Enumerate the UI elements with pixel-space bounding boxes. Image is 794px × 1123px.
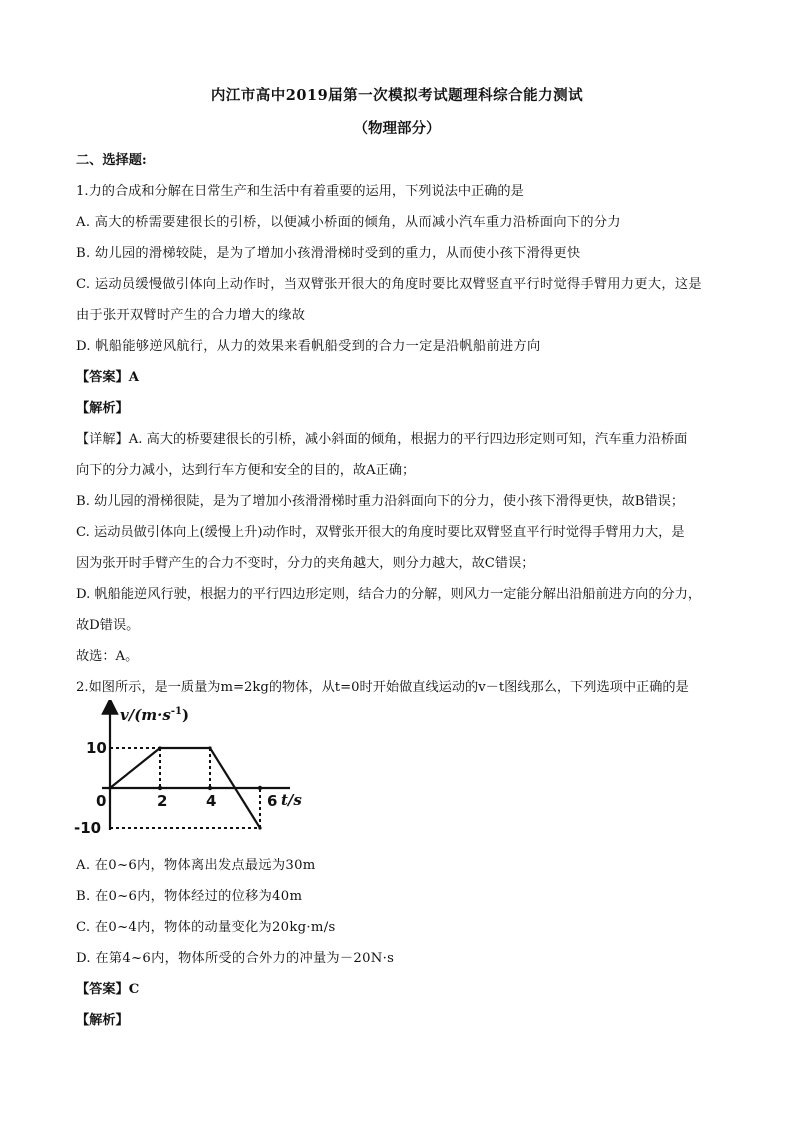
q1-detail-line1: 【详解】A. 高大的桥要建很长的引桥，减小斜面的倾角，根据力的平行四边形定则可知，汽车重力沿桥面 [76, 432, 688, 447]
q1-detail-line7: 故D错误。 [76, 618, 140, 633]
q1-option-c-line1: C. 运动员缓慢做引体向上动作时，当双臂张开很大的角度时要比双臂竖直平行时觉得手臂用力更大，这是 [76, 277, 702, 292]
q2-option-c: C. 在0~4内，物体的动量变化为20kg·m/s [76, 920, 336, 935]
q2-stem: 2.如图所示，是一质量为m=2kg的物体，从t=0时开始做直线运动的v－t图线那么，下列选项中正确的是 [76, 680, 689, 695]
page-subtitle: （物理部分） [353, 120, 441, 137]
x-axis-label: t/s [281, 791, 302, 809]
q2-answer: 【答案】C [76, 982, 140, 997]
tick-label-y-10: 10 [86, 739, 107, 757]
tick-label-y-neg10: -10 [74, 819, 102, 837]
section-heading: 二、选择题: [76, 153, 147, 168]
vt-point-2 [208, 746, 211, 749]
tick-label-x-2: 2 [157, 792, 168, 810]
tick-label-x-4: 4 [206, 792, 217, 810]
q1-detail-line3: B. 幼儿园的滑梯很陡，是为了增加小孩滑滑梯时重力沿斜面向下的分力，使小孩下滑得更快，故B错误； [76, 494, 685, 509]
x-tick-2 [158, 786, 162, 790]
vt-point-1 [158, 746, 161, 749]
tick-label-origin: 0 [96, 792, 107, 810]
q1-detail-line2: 向下的分力减小，达到行车方便和安全的目的，故A正确； [76, 463, 416, 478]
q1-option-a: A. 高大的桥需要建很长的引桥，以便减小桥面的倾角，从而减小汽车重力沿桥面向下的分力 [76, 215, 621, 230]
q1-option-b: B. 幼儿园的滑梯较陡，是为了增加小孩滑滑梯时受到的重力，从而使小孩下滑得更快 [76, 246, 581, 261]
q1-option-c-line2: 由于张开双臂时产生的合力增大的缘故 [76, 308, 306, 323]
q1-option-d: D. 帆船能够逆风航行，从力的效果来看帆船受到的合力一定是沿帆船前进方向 [76, 339, 541, 354]
q1-conclusion: 故选：A。 [76, 649, 139, 664]
q1-detail-line4: C. 运动员做引体向上(缓慢上升)动作时，双臂张开很大的角度时要比双臂竖直平行时觉得手臂用力大，是 [76, 525, 685, 540]
tick-label-x-6: 6 [267, 792, 278, 810]
y-axis-label: $v/(m\cdot s^{-1})$ [120, 706, 190, 724]
q2-option-b: B. 在0~6内，物体经过的位移为40m [76, 889, 303, 904]
q2-analysis-heading: 【解析】 [76, 1013, 129, 1028]
q1-stem: 1.力的合成和分解在日常生产和生活中有着重要的运用，下列说法中正确的是 [76, 184, 524, 199]
q2-option-a: A. 在0~6内，物体离出发点最远为30m [76, 858, 316, 873]
q1-answer: 【答案】A [76, 370, 139, 385]
q1-detail-line6: D. 帆船能逆风行驶，根据力的平行四边形定则，结合力的分解，则风力一定能分解出沿船前进方向的分力， [76, 587, 702, 602]
vt-segment-0 [110, 748, 160, 788]
y-axis-label-exponent: -1 [170, 706, 182, 717]
q1-detail-line5: 因为张开时手臂产生的合力不变时，分力的夹角越大，则分力越大，故C错误； [76, 556, 535, 571]
q2-option-d: D. 在第4~6内，物体所受的合外力的冲量为－20N·s [76, 951, 395, 966]
vt-point-3 [258, 826, 261, 829]
q1-analysis-heading: 【解析】 [76, 401, 129, 416]
vt-graph [74, 700, 314, 840]
x-tick-4 [208, 786, 212, 790]
vt-point-0 [108, 786, 111, 789]
x-tick-6 [258, 786, 262, 790]
page-title: 内江市高中2019届第一次模拟考试题理科综合能力测试 [210, 87, 584, 104]
y-axis-label-close: ) [181, 706, 190, 724]
